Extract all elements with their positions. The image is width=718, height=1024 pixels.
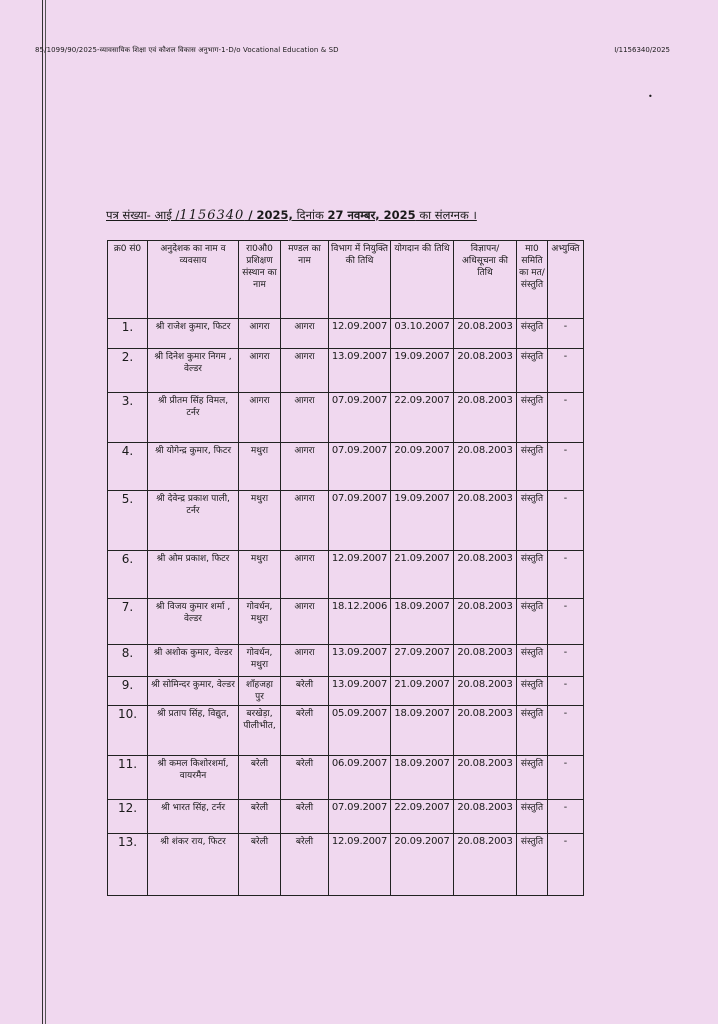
cell-appointment-date: 06.09.2007 bbox=[329, 756, 391, 800]
cell-joining-date: 18.09.2007 bbox=[391, 599, 454, 645]
cell-advertisement-date: 20.08.2003 bbox=[454, 756, 517, 800]
cell-advertisement-date: 20.08.2003 bbox=[454, 645, 517, 677]
cell-appointment-date: 07.09.2007 bbox=[329, 393, 391, 443]
document-number: I/1156340/2025 bbox=[614, 46, 670, 54]
cell-iti: आगरा bbox=[239, 319, 281, 349]
cell-appointment-date: 13.09.2007 bbox=[329, 677, 391, 706]
cell-appointment-date: 12.09.2007 bbox=[329, 551, 391, 599]
cell-name: श्री देवेन्द्र प्रकाश पाली, टर्नर bbox=[148, 491, 239, 551]
cell-name: श्री सोमिन्दर कुमार, वेल्डर bbox=[148, 677, 239, 706]
cell-recommendation: संस्तुति bbox=[517, 551, 548, 599]
cell-appointment-date: 05.09.2007 bbox=[329, 706, 391, 756]
cell-name: श्री कमल किशोरशर्मा, वायरमैन bbox=[148, 756, 239, 800]
cell-mandal: आगरा bbox=[281, 319, 329, 349]
cell-sn: 13. bbox=[108, 834, 148, 896]
cell-sn: 9. bbox=[108, 677, 148, 706]
cell-advertisement-date: 20.08.2003 bbox=[454, 443, 517, 491]
cell-iti: आगरा bbox=[239, 393, 281, 443]
cell-appointment-date: 12.09.2007 bbox=[329, 834, 391, 896]
cell-appointment-date: 12.09.2007 bbox=[329, 319, 391, 349]
cell-mandal: बरेली bbox=[281, 756, 329, 800]
cell-appointment-date: 07.09.2007 bbox=[329, 491, 391, 551]
cell-iti: बरेली bbox=[239, 800, 281, 834]
cell-recommendation: संस्तुति bbox=[517, 834, 548, 896]
cell-joining-date: 03.10.2007 bbox=[391, 319, 454, 349]
cell-remark: - bbox=[548, 349, 584, 393]
table-row bbox=[108, 443, 584, 491]
cell-name: श्री प्रताप सिंह, विद्युत, bbox=[148, 706, 239, 756]
cell-appointment-date: 07.09.2007 bbox=[329, 800, 391, 834]
cell-name: श्री अशोक कुमार, वेल्डर bbox=[148, 645, 239, 677]
cell-recommendation: संस्तुति bbox=[517, 677, 548, 706]
cell-advertisement-date: 20.08.2003 bbox=[454, 677, 517, 706]
cell-sn: 2. bbox=[108, 349, 148, 393]
col-header-mandal: मण्डल का नाम bbox=[281, 241, 329, 319]
cell-joining-date: 18.09.2007 bbox=[391, 756, 454, 800]
cell-mandal: बरेली bbox=[281, 834, 329, 896]
cell-appointment-date: 07.09.2007 bbox=[329, 443, 391, 491]
cell-name: श्री राजेश कुमार, फिटर bbox=[148, 319, 239, 349]
cell-joining-date: 20.09.2007 bbox=[391, 443, 454, 491]
cell-name: श्री भारत सिंह, टर्नर bbox=[148, 800, 239, 834]
table-row bbox=[108, 706, 584, 756]
cell-iti: बरेली bbox=[239, 834, 281, 896]
table-row bbox=[108, 393, 584, 443]
cell-remark: - bbox=[548, 443, 584, 491]
cell-remark: - bbox=[548, 800, 584, 834]
cell-advertisement-date: 20.08.2003 bbox=[454, 599, 517, 645]
cell-iti: बरखेड़ा, पीलीभीत, bbox=[239, 706, 281, 756]
cell-sn: 10. bbox=[108, 706, 148, 756]
cell-joining-date: 21.09.2007 bbox=[391, 677, 454, 706]
cell-remark: - bbox=[548, 834, 584, 896]
cell-sn: 8. bbox=[108, 645, 148, 677]
cell-iti: मथुरा bbox=[239, 551, 281, 599]
cell-recommendation: संस्तुति bbox=[517, 349, 548, 393]
cell-iti: शाँहजहा पुर bbox=[239, 677, 281, 706]
table-row bbox=[108, 800, 584, 834]
cell-mandal: आगरा bbox=[281, 443, 329, 491]
cell-recommendation: संस्तुति bbox=[517, 800, 548, 834]
cell-advertisement-date: 20.08.2003 bbox=[454, 834, 517, 896]
cell-iti: गोवर्धन, मथुरा bbox=[239, 599, 281, 645]
table-row bbox=[108, 491, 584, 551]
title-year: / 2025, bbox=[244, 208, 293, 222]
cell-appointment-date: 13.09.2007 bbox=[329, 349, 391, 393]
cell-advertisement-date: 20.08.2003 bbox=[454, 706, 517, 756]
cell-recommendation: संस्तुति bbox=[517, 645, 548, 677]
cell-joining-date: 19.09.2007 bbox=[391, 491, 454, 551]
table-row bbox=[108, 645, 584, 677]
table-row bbox=[108, 599, 584, 645]
cell-sn: 11. bbox=[108, 756, 148, 800]
col-header-recommendation: मा0 समिति का मत/ संस्तुति bbox=[517, 241, 548, 319]
cell-remark: - bbox=[548, 491, 584, 551]
cell-advertisement-date: 20.08.2003 bbox=[454, 491, 517, 551]
cell-sn: 7. bbox=[108, 599, 148, 645]
cell-name: श्री दिनेश कुमार निगम , वेल्डर bbox=[148, 349, 239, 393]
col-header-name: अनुदेशक का नाम व व्यवसाय bbox=[148, 241, 239, 319]
cell-recommendation: संस्तुति bbox=[517, 756, 548, 800]
col-header-remark: अभ्युक्ति bbox=[548, 241, 584, 319]
cell-mandal: आगरा bbox=[281, 645, 329, 677]
cell-iti: गोवर्धन, मथुरा bbox=[239, 645, 281, 677]
binder-line bbox=[42, 0, 43, 1024]
page-title bbox=[106, 208, 477, 223]
cell-sn: 1. bbox=[108, 319, 148, 349]
cell-mandal: आगरा bbox=[281, 349, 329, 393]
cell-sn: 3. bbox=[108, 393, 148, 443]
table-row bbox=[108, 756, 584, 800]
cell-iti: मथुरा bbox=[239, 491, 281, 551]
cell-iti: आगरा bbox=[239, 349, 281, 393]
cell-remark: - bbox=[548, 319, 584, 349]
cell-mandal: बरेली bbox=[281, 800, 329, 834]
cell-mandal: आगरा bbox=[281, 599, 329, 645]
col-header-joining: योगदान की तिथि bbox=[391, 241, 454, 319]
cell-remark: - bbox=[548, 706, 584, 756]
table-row bbox=[108, 551, 584, 599]
binder-line-inner bbox=[45, 0, 46, 1024]
cell-remark: - bbox=[548, 645, 584, 677]
instructor-table bbox=[107, 240, 584, 896]
cell-sn: 5. bbox=[108, 491, 148, 551]
cell-recommendation: संस्तुति bbox=[517, 599, 548, 645]
page-mark: • bbox=[648, 92, 653, 101]
cell-joining-date: 20.09.2007 bbox=[391, 834, 454, 896]
handwritten-number: 1156340 bbox=[179, 208, 245, 223]
cell-appointment-date: 13.09.2007 bbox=[329, 645, 391, 677]
cell-advertisement-date: 20.08.2003 bbox=[454, 319, 517, 349]
cell-joining-date: 22.09.2007 bbox=[391, 393, 454, 443]
cell-remark: - bbox=[548, 677, 584, 706]
cell-recommendation: संस्तुति bbox=[517, 319, 548, 349]
cell-mandal: आगरा bbox=[281, 393, 329, 443]
table-row bbox=[108, 834, 584, 896]
cell-sn: 12. bbox=[108, 800, 148, 834]
title-date: 27 नवम्बर, 2025 bbox=[327, 208, 416, 222]
cell-appointment-date: 18.12.2006 bbox=[329, 599, 391, 645]
cell-remark: - bbox=[548, 756, 584, 800]
cell-remark: - bbox=[548, 599, 584, 645]
cell-name: श्री ओम प्रकाश, फिटर bbox=[148, 551, 239, 599]
col-header-iti: रा0औ0 प्रशिक्षण संस्थान का नाम bbox=[239, 241, 281, 319]
cell-iti: मथुरा bbox=[239, 443, 281, 491]
cell-mandal: आगरा bbox=[281, 491, 329, 551]
col-header-advertisement: विज्ञापन/ अधिसूचना की तिथि bbox=[454, 241, 517, 319]
col-header-sn: क्र0 सं0 bbox=[108, 241, 148, 319]
cell-name: श्री विजय कुमार शर्मा , वेल्डर bbox=[148, 599, 239, 645]
table-row bbox=[108, 677, 584, 706]
cell-advertisement-date: 20.08.2003 bbox=[454, 800, 517, 834]
cell-mandal: बरेली bbox=[281, 706, 329, 756]
cell-joining-date: 19.09.2007 bbox=[391, 349, 454, 393]
table-header-row bbox=[108, 241, 584, 319]
cell-joining-date: 22.09.2007 bbox=[391, 800, 454, 834]
cell-joining-date: 18.09.2007 bbox=[391, 706, 454, 756]
cell-advertisement-date: 20.08.2003 bbox=[454, 393, 517, 443]
cell-name: श्री शंकर राय, फिटर bbox=[148, 834, 239, 896]
table-row bbox=[108, 349, 584, 393]
col-header-appointment: विभाग में नियुक्ति की तिथि bbox=[329, 241, 391, 319]
cell-recommendation: संस्तुति bbox=[517, 491, 548, 551]
cell-mandal: आगरा bbox=[281, 551, 329, 599]
cell-name: श्री प्रीतम सिंह विमल, टर्नर bbox=[148, 393, 239, 443]
cell-name: श्री योगेन्द्र कुमार, फिटर bbox=[148, 443, 239, 491]
title-prefix: पत्र संख्या- आई / bbox=[106, 208, 180, 222]
cell-remark: - bbox=[548, 551, 584, 599]
cell-sn: 6. bbox=[108, 551, 148, 599]
title-suffix: का संलग्नक । bbox=[415, 208, 477, 222]
cell-mandal: बरेली bbox=[281, 677, 329, 706]
cell-recommendation: संस्तुति bbox=[517, 393, 548, 443]
cell-recommendation: संस्तुति bbox=[517, 706, 548, 756]
title-date-label: दिनांक bbox=[292, 208, 328, 222]
cell-advertisement-date: 20.08.2003 bbox=[454, 349, 517, 393]
cell-joining-date: 21.09.2007 bbox=[391, 551, 454, 599]
cell-sn: 4. bbox=[108, 443, 148, 491]
cell-recommendation: संस्तुति bbox=[517, 443, 548, 491]
cell-joining-date: 27.09.2007 bbox=[391, 645, 454, 677]
table-row bbox=[108, 319, 584, 349]
cell-remark: - bbox=[548, 393, 584, 443]
file-reference: 85/1099/90/2025-व्यावसायिक शिक्षा एवं कौशल विकास अनुभाग-1-D/o Vocational Education & SD bbox=[35, 46, 339, 54]
cell-iti: बरेली bbox=[239, 756, 281, 800]
cell-advertisement-date: 20.08.2003 bbox=[454, 551, 517, 599]
